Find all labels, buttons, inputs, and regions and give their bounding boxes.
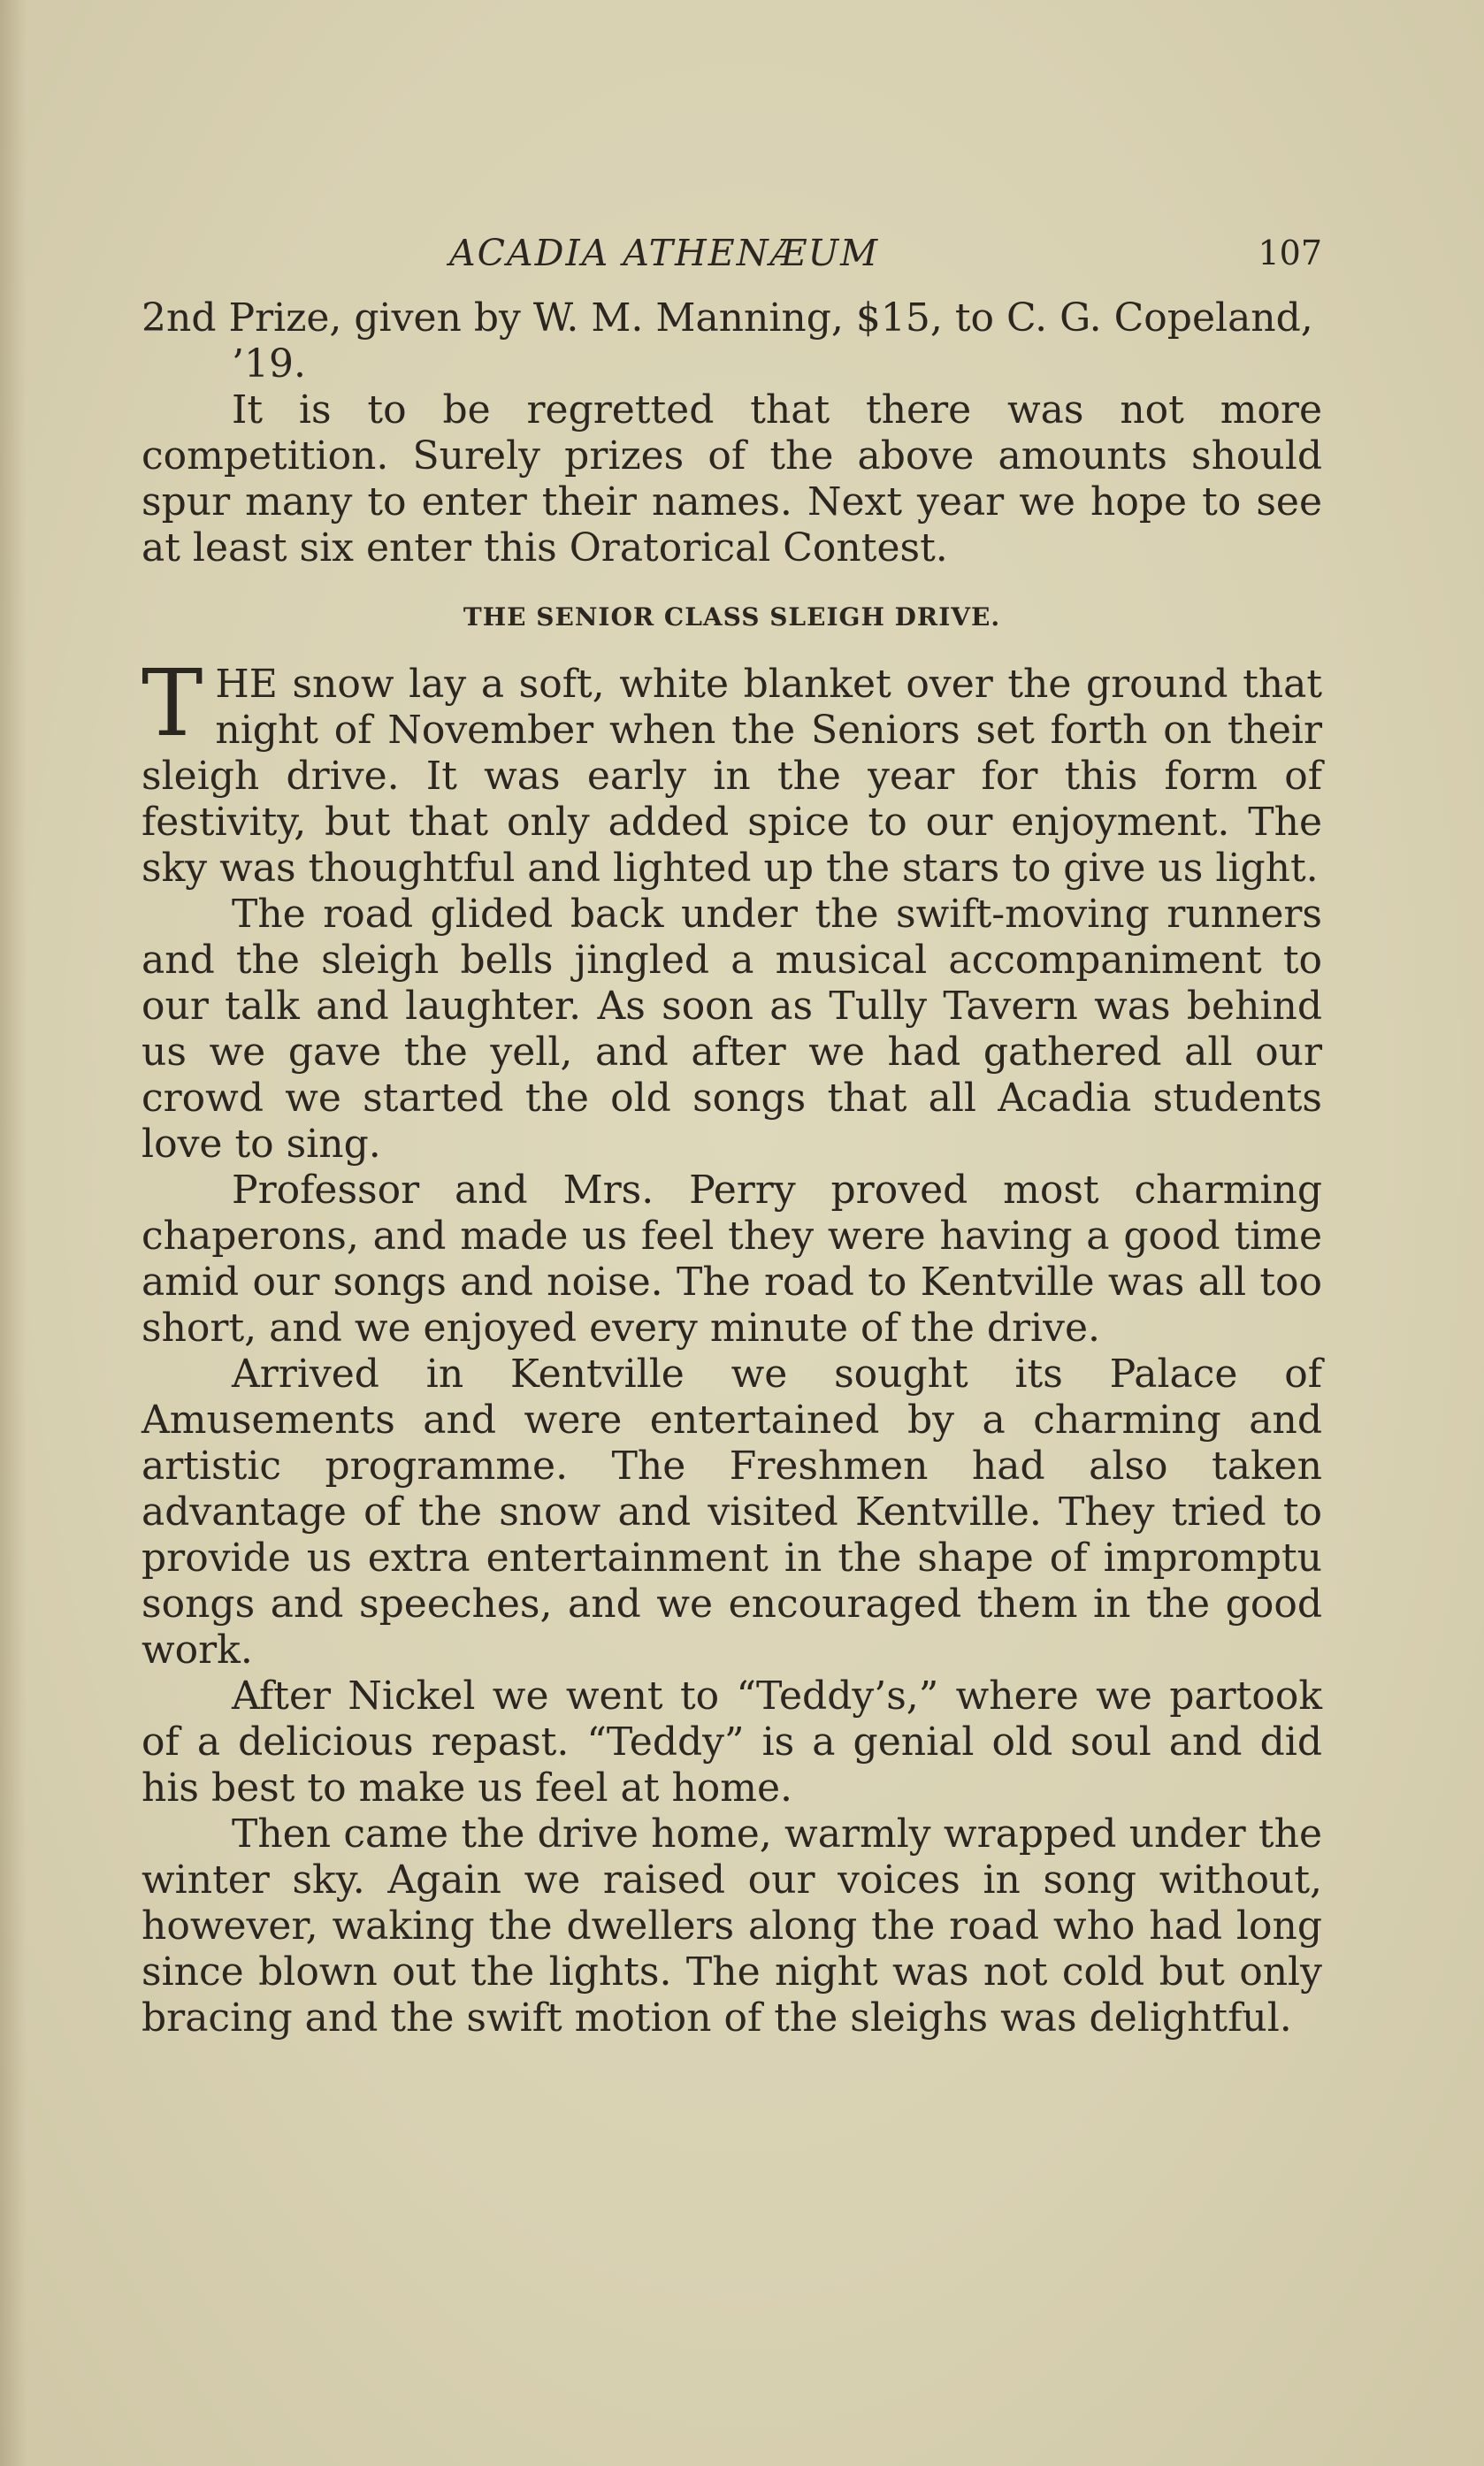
drop-cap-letter: T [142, 649, 203, 757]
paragraph-chaperons: Professor and Mrs. Perry proved most charming chaperons, and made us feel they were having a good time amid our songs and noise. The road to Kentville was all too short, and we enjoyed every minute of the drive. [142, 1168, 1322, 1351]
section-heading: THE SENIOR CLASS SLEIGH DRIVE. [463, 602, 1001, 632]
paragraph-teddys: After Nickel we went to “Teddy’s,” where we partook of a delicious repast. “Teddy” is a genial old soul and did his best to make us feel at home. [142, 1673, 1322, 1811]
intro-paragraph: It is to be regretted that there was not more competition. Surely prizes of the above amounts should spur many to enter their names. Next year we hope to see at least six enter this Oratorical Contest. [142, 387, 1322, 571]
page-number: 107 [1258, 234, 1322, 272]
body-text [142, 295, 1322, 2041]
paragraph-drive-home: Then came the drive home, warmly wrapped under the winter sky. Again we raised our voices in song without, however, waking the dwellers along the road who had long since blown out the lights. The night was not cold but only bracing and the swift motion of the sleighs was delightful. [142, 1811, 1322, 2041]
page-header [142, 232, 1322, 285]
page-edge-shadow [0, 0, 27, 2466]
document-page [142, 232, 1322, 2041]
first-paragraph-text: snow lay a soft, white blanket over the ground that night of November when the Seniors set forth on their sleigh drive. It was early in the year for this form of festivity, but that only added spice to our enjoyment. The sky was thoughtful and lighted up the stars to give us light. [142, 662, 1322, 891]
drop-cap-rest: HE [215, 662, 278, 707]
running-title: ACADIA ATHENÆUM [449, 232, 880, 274]
prize-line: 2nd Prize, given by W. M. Manning, $15, to C. G. Copeland, ’19. [142, 295, 1313, 387]
paragraph-kentville: Arrived in Kentville we sought its Palace of Amusements and were entertained by a charming and artistic programme. The Freshmen had also taken advantage of the snow and visited Kentville. They tried to provide us extra entertainment in the shape of impromptu songs and speeches, and we encouraged them in the good work. [142, 1352, 1322, 1673]
first-paragraph [142, 649, 1322, 892]
paragraph-road: The road glided back under the swift-moving runners and the sleigh bells jingled a musical accompaniment to our talk and laughter. As soon as Tully Tavern was behind us we gave the yell, and after we had gathered all our crowd we started the old songs that all Acadia students love to sing. [142, 892, 1322, 1167]
